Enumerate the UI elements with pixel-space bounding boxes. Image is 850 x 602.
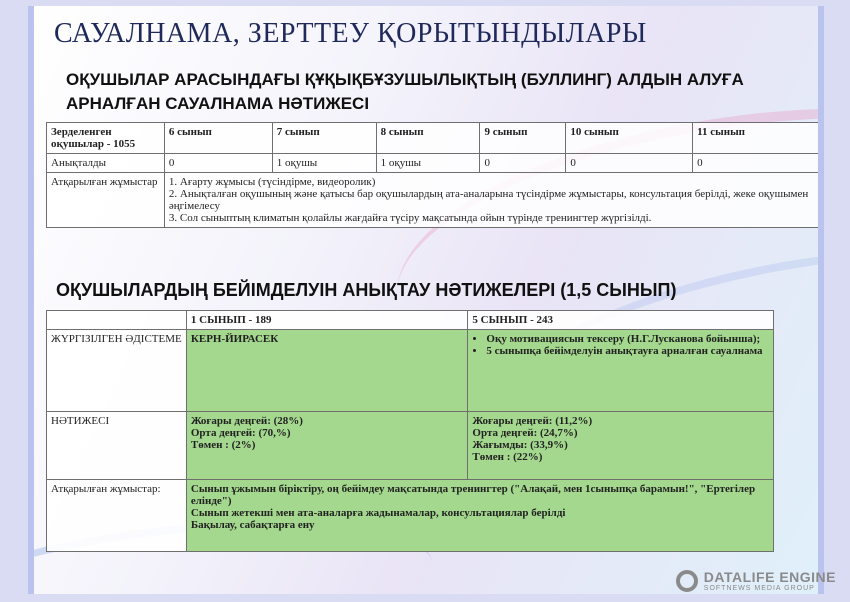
list-item: Сынып жетекші мен ата-аналарға жадынамалар, консультациялар берілді	[190, 507, 566, 519]
watermark-sub: SOFTNEWS MEDIA GROUP	[703, 585, 815, 592]
table-cell: Анықталды	[47, 154, 165, 173]
works-label: Атқарылған жұмыстар:	[47, 480, 187, 552]
table-row	[47, 480, 774, 552]
list-item: 1. Ағарту жұмысы (түсіндірме, видеоролик)	[168, 176, 376, 188]
list-item: Бақылау, сабақтарға ену	[190, 519, 315, 531]
datalife-logo-icon	[676, 570, 698, 592]
result-line: Төмен : (22%)	[472, 451, 543, 463]
list-item: Сынып ұжымын біріктіру, оң бейімдеу мақсатында тренингтер ("Алақай, мен 1сыныпқа барамын!", "Ертегілер елінде")	[190, 483, 756, 507]
table-row	[47, 412, 774, 480]
table-row	[47, 154, 822, 173]
table-cell: 0	[693, 154, 822, 173]
result-line: Жоғары деңгей: (11,2%)	[472, 415, 593, 427]
header-cell	[47, 311, 187, 330]
result-label: НӘТИЖЕСІ	[47, 412, 187, 480]
watermark	[676, 569, 836, 592]
table-cell: 0	[566, 154, 693, 173]
bullying-survey-table	[46, 122, 822, 228]
result-line: Орта деңгей: (24,7%)	[472, 427, 578, 439]
list-item: • Оқу мотивациясын тексеру (Н.Г.Лусканова бойынша);	[486, 333, 769, 345]
result-grade1	[186, 412, 468, 480]
result-line: Жағымды: (33,9%)	[472, 439, 568, 451]
works-list	[186, 480, 773, 552]
section-title: ОҚУШЫЛАРДЫҢ БЕЙІМДЕЛУІН АНЫҚТАУ НӘТИЖЕЛЕРІ (1,5 СЫНЫП)	[56, 280, 677, 300]
table-header-row	[47, 123, 822, 154]
result-line: Төмен : (2%)	[190, 439, 256, 451]
header-cell: 5 СЫНЫП - 243	[468, 311, 774, 330]
watermark-main: DATALIFE ENGINE	[703, 569, 836, 585]
list-item: • 5 сыныпқа бейімделуін анықтауға арналған сауалнама	[486, 345, 769, 357]
table-row	[47, 173, 822, 228]
works-label: Атқарылған жұмыстар	[47, 173, 165, 228]
header-cell: 7 сынып	[272, 123, 376, 154]
method-grade5	[468, 330, 774, 412]
table-cell: 1 оқушы	[376, 154, 480, 173]
table-cell: 0	[480, 154, 566, 173]
header-cell: 10 сынып	[566, 123, 693, 154]
header-cell: 11 сынып	[693, 123, 822, 154]
header-cell: 9 сынып	[480, 123, 566, 154]
result-line: Жоғары деңгей: (28%)	[190, 415, 303, 427]
survey-subtitle: ОҚУШЫЛАР АРАСЫНДАҒЫ ҚҰҚЫҚБҰЗУШЫЛЫҚТЫҢ (БУЛЛИНГ) АЛДЫН АЛУҒА АРНАЛҒАН САУАЛНАМА НӘТИЖЕСІ	[66, 70, 744, 113]
result-grade5	[468, 412, 774, 480]
result-line: Орта деңгей: (70,%)	[190, 427, 291, 439]
adaptation-results-table	[46, 310, 774, 552]
method-label: ЖҮРГІЗІЛГЕН ӘДІСТЕМЕ	[47, 330, 187, 412]
table-header-row	[47, 311, 774, 330]
header-cell: 8 сынып	[376, 123, 480, 154]
header-cell: 1 СЫНЫП - 189	[186, 311, 468, 330]
list-item: 2. Анықталған оқушының және қатысы бар оқушылардың ата-аналарына түсіндірме жұмыстары, консультация берілді, жеке оқушымен әңгімелесу	[168, 188, 809, 212]
table-cell: 0	[164, 154, 272, 173]
header-cell: Зерделенген оқушылар - 1055	[47, 123, 165, 154]
table-cell: 1 оқушы	[272, 154, 376, 173]
header-cell: 6 сынып	[164, 123, 272, 154]
page-title: САУАЛНАМА, ЗЕРТТЕУ ҚОРЫТЫНДЫЛАРЫ	[54, 18, 647, 49]
table-row	[47, 330, 774, 412]
poster	[28, 6, 824, 594]
method-grade1: КЕРН-ЙИРАСЕК	[186, 330, 468, 412]
works-list	[164, 173, 821, 228]
list-item: 3. Сол сыныптың климатын қолайлы жағдайға түсіру мақсатында ойын түрінде тренингтер жүргізілді.	[168, 212, 652, 224]
